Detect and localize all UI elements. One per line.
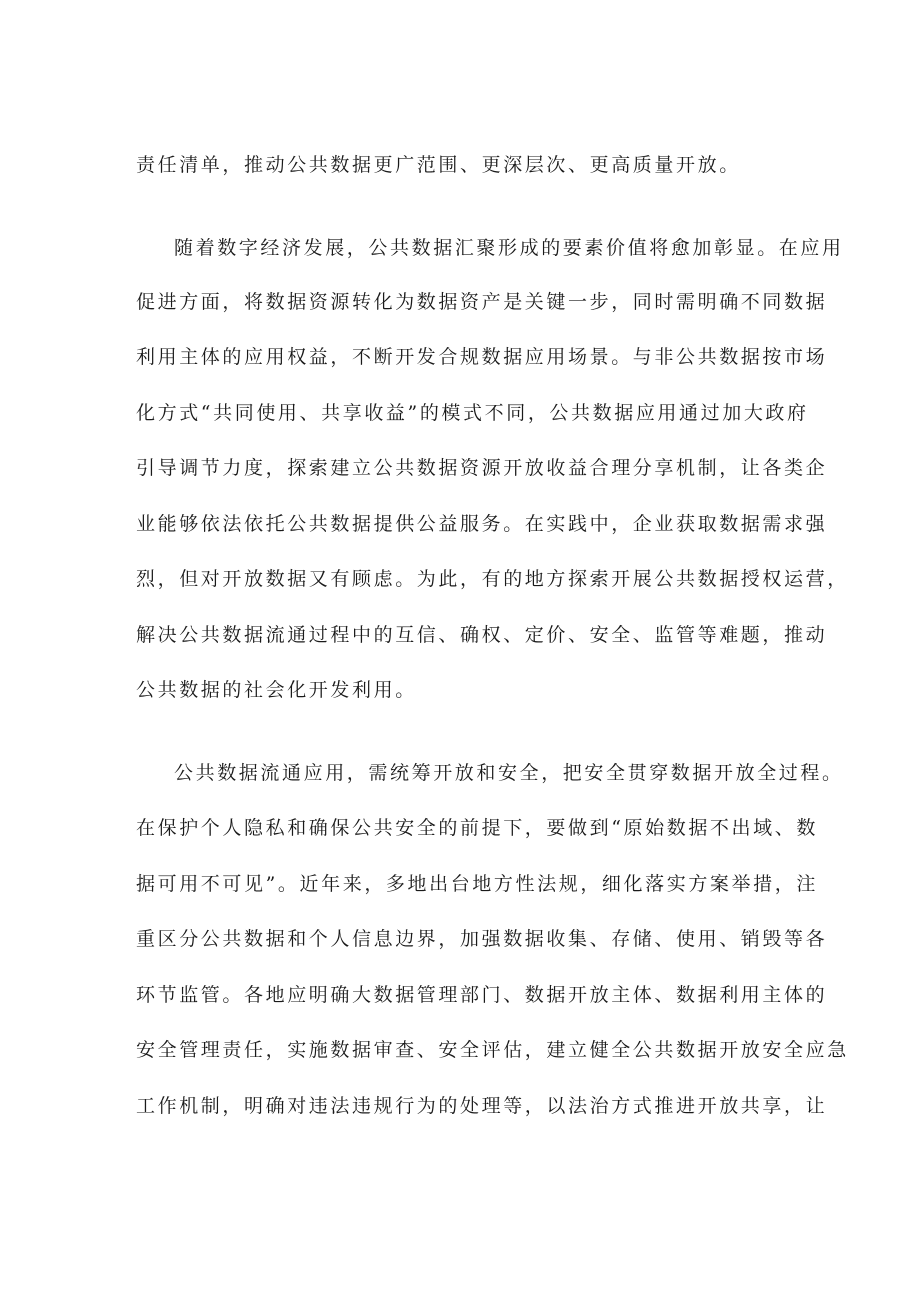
paragraph-2-line-9: 公共数据的社会化开发利用。 xyxy=(136,679,417,701)
paragraph-2-line-2: 促进方面，将数据资源转化为数据资产是关键一步，同时需明确不同数据 xyxy=(136,291,828,313)
paragraph-3-line-6: 安全管理责任，实施数据审查、安全评估，建立健全公共数据开放安全应急 xyxy=(136,1039,849,1061)
paragraph-3-line-2: 在保护个人隐私和确保公共安全的前提下，要做到“原始数据不出域、数 xyxy=(136,817,818,839)
paragraph-2-line-3: 利用主体的应用权益，不断开发合规数据应用场景。与非公共数据按市场 xyxy=(136,346,828,368)
paragraph-2-line-1: 随着数字经济发展，公共数据汇聚形成的要素价值将愈加彰显。在应用 xyxy=(174,237,844,259)
paragraph-3-line-4: 重区分公共数据和个人信息边界，加强数据收集、存储、使用、销毁等各 xyxy=(136,928,828,950)
paragraph-2-line-5: 引导调节力度，探索建立公共数据资源开放收益合理分享机制，让各类企 xyxy=(136,457,828,479)
paragraph-2-line-4: 化方式“共同使用、共享收益”的模式不同，公共数据应用通过加大政府 xyxy=(136,402,809,424)
paragraph-2-line-8: 解决公共数据流通过程中的互信、确权、定价、安全、监管等难题，推动 xyxy=(136,624,828,646)
paragraph-3-line-5: 环节监管。各地应明确大数据管理部门、数据开放主体、数据利用主体的 xyxy=(136,984,828,1006)
paragraph-2-line-6: 业能够依法依托公共数据提供公益服务。在实践中，企业获取数据需求强 xyxy=(136,513,828,535)
paragraph-3-line-3: 据可用不可见”。近年来，多地出台地方性法规，细化落实方案举措，注 xyxy=(136,873,818,895)
paragraph-1-line-1: 责任清单，推动公共数据更广范围、更深层次、更高质量开放。 xyxy=(136,154,741,176)
paragraph-2-line-7: 烈，但对开放数据又有顾虑。为此，有的地方探索开展公共数据授权运营， xyxy=(136,568,849,590)
paragraph-3-line-1: 公共数据流通应用，需统筹开放和安全，把安全贯穿数据开放全过程。 xyxy=(174,762,844,784)
paragraph-3-line-7: 工作机制，明确对违法违规行为的处理等，以法治方式推进开放共享，让 xyxy=(136,1095,828,1117)
